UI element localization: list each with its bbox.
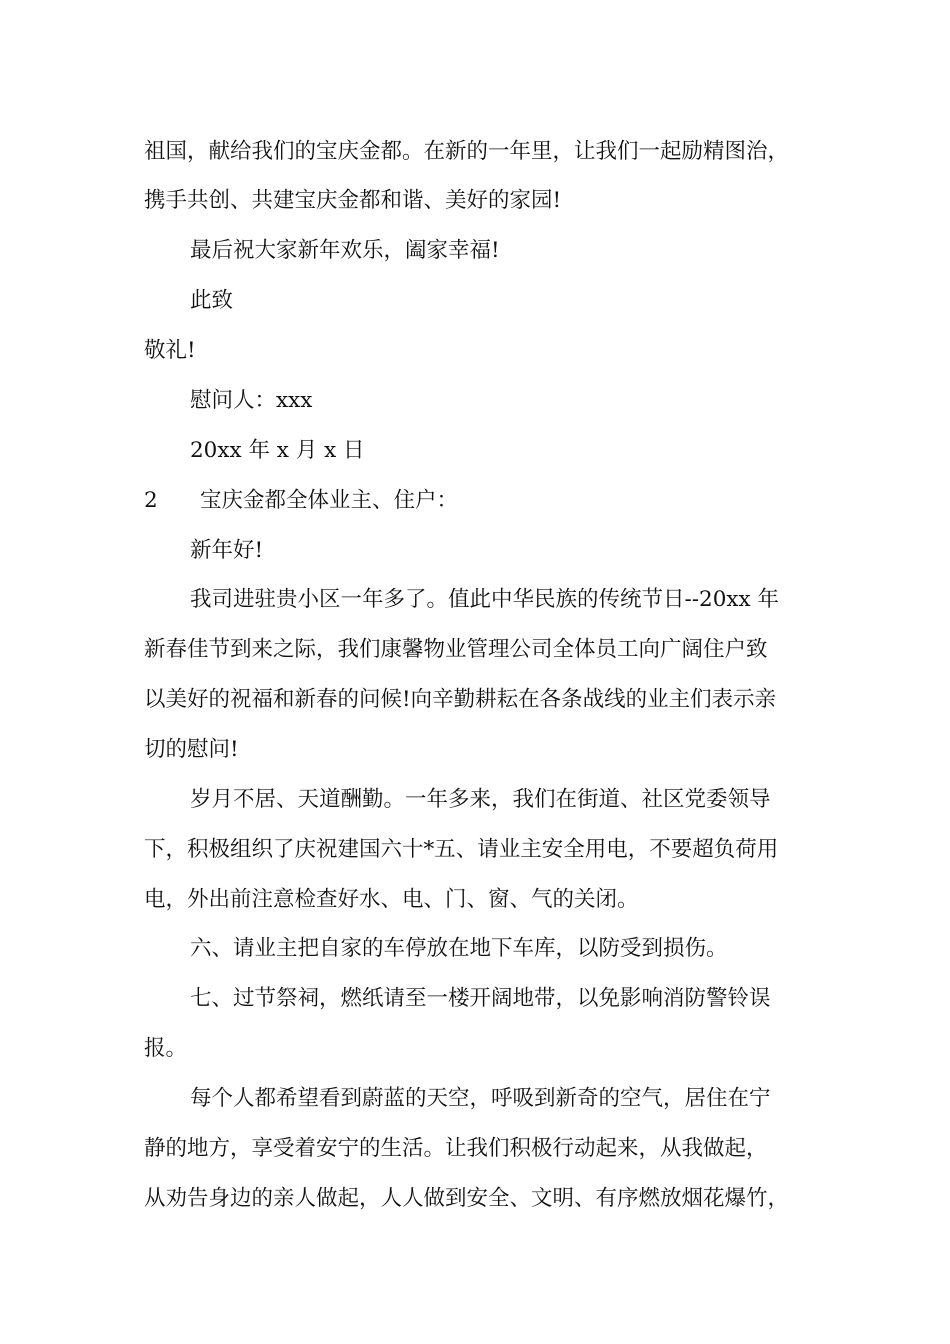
text-line: 我司进驻贵小区一年多了。值此中华民族的传统节日--20xx 年 [190,587,779,612]
text-line: 携手共创、共建宝庆金都和谐、美好的家园! [144,188,562,213]
text-line: 报。 [144,1036,188,1061]
text-line: 20xx 年 x 月 x 日 [190,438,365,463]
text-line: 电，外出前注意检查好水、电、门、窗、气的关闭。 [144,887,639,912]
section-number: 2 [144,488,158,513]
text-line: 下，积极组织了庆祝建国六十*五、请业主安全用电，不要超负荷用 [144,837,779,862]
text-line: 慰问人：xxx [190,388,313,413]
text-line: 静的地方，享受着安宁的生活。让我们积极行动起来，从我做起， [144,1136,768,1161]
text-line: 最后祝大家新年欢乐，阖家幸福! [190,238,500,263]
text-line: 敬礼! [144,338,196,363]
section-heading [144,487,458,515]
text-line: 从劝告身边的亲人做起，人人做到安全、文明、有序燃放烟花爆竹， [144,1186,790,1211]
text-line: 新春佳节到来之际，我们康馨物业管理公司全体员工向广阔住户致 [144,637,768,662]
text-line: 每个人都希望看到蔚蓝的天空，呼吸到新奇的空气，居住在宁 [190,1086,771,1111]
text-line: 岁月不居、天道酬勤。一年多来，我们在街道、社区党委领导 [190,787,771,812]
text-line: 此致 [190,288,234,313]
salutation: 宝庆金都全体业主、住户： [200,488,459,513]
text-line: 祖国，献给我们的宝庆金都。在新的一年里，让我们一起励精图治， [144,139,790,164]
text-line: 七、过节祭祠，燃纸请至一楼开阔地带，以免影响消防警铃误 [190,986,771,1011]
text-line: 六、请业主把自家的车停放在地下车库，以防受到损伤。 [190,936,728,961]
text-line: 新年好! [190,538,264,563]
text-line: 以美好的祝福和新春的问候!向辛勤耕耘在各条战线的业主们表示亲 [144,687,777,712]
text-line: 切的慰问! [144,737,239,762]
